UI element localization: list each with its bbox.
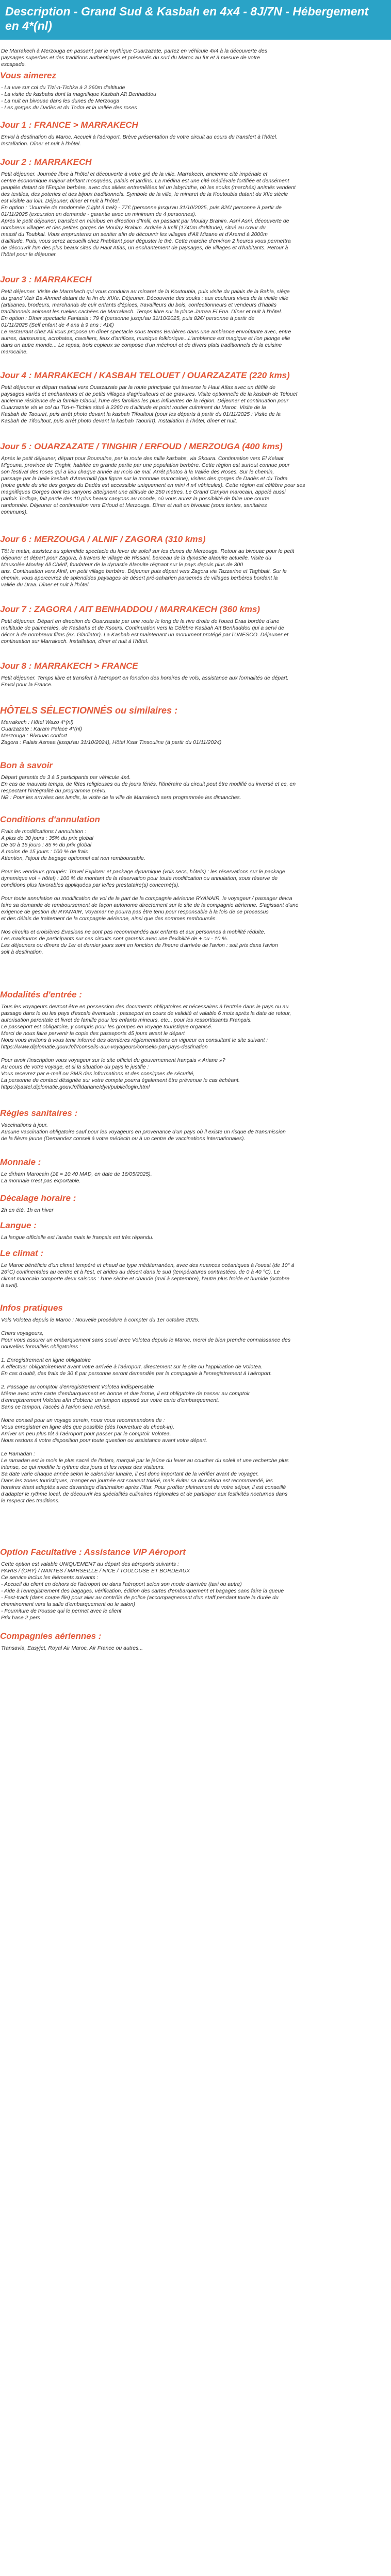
hotels-heading: HÔTELS SÉLECTIONNÉS ou similaires : [0,705,178,716]
day-line: Envol à destination du Maroc. Accueil à l'aéroport. Brève présentation de votre circuit au cours du transfert à l'hôtel. [1,134,278,140]
info-line: Prix base 2 pers [1,1615,40,1621]
day-line: son festival des roses qui a lieu chaque année au mois de mai. Arrêt photos à la Vallée des Roses. Sur le chemin, [1,469,274,475]
climate-heading: Le climat : [0,1248,44,1258]
info-line: 26°C) continentales au centre et à l'est, et arides au désert dans le sud (températures contrastées, de 0 à 40 °C). Le [1,1269,280,1275]
day-line: En option : "Journée de randonnée (Light à trek) - 77€ (personne jusqu'au 31/10/2025, puis 82€/ personne à partir de [1,205,282,211]
day-line: l'hôtel pour le déjeuner. [1,251,57,258]
info-line: La personne de contact désignée sur votre compte pourra également être prévenue le cas échéant. [1,1077,240,1083]
day-line: Mausolée Moulay Ali Chérif, fondateur de la dynastie Alaouite régnant sur le pays depuis plus de 300 [1,562,243,568]
info-line: La monnaie n'est pas exportable. [1,1178,81,1184]
airlines-section [0,1631,391,1652]
day-line: (artisanes, brodeurs, marchands de cuir enfants d'épices, travailleurs du bois, confectionneurs et vendeurs d'habits [1,302,276,308]
info-link[interactable]: https://pastel.diplomatie.gouv.fr/fildariane/dyn/public/login.html [1,1084,150,1090]
day-line: Installation. Dîner et nuit à l'hôtel. [1,141,81,147]
info-line: 2. Passage au comptoir d'enregistrement Volotea indispensable [1,1384,154,1390]
info-line: Chers voyageurs, [1,1330,44,1336]
day-line: Après le petit déjeuner, transfert en minibus en direction d'Imlil, en passant par Moulay Brahim. Asni Asni, découverte de [1,218,289,224]
info-line: Transavia, Easyjet, Royal Air Maroc, Air France ou autres... [1,1645,143,1651]
info-line: Le Maroc bénéficie d'un climat tempéré et chaud de type méditerranéen, avec des nuances océaniques à l'ouest (de 10° à [1,1262,295,1268]
info-line: respectant l'intégralité du programme prévu. [1,788,107,794]
day-line: paysages variés et enchanteurs et de petits villages d'agriculteurs et de gravures. Visite optionnelle de la kasbah de Telouet [1,391,298,397]
hotel-line: Merzouga : Bivouac confort [1,733,67,739]
info-line: à avril). [1,1282,19,1289]
language-section [0,1220,391,1241]
info-line: Vols Volotea depuis le Maroc : Nouvelle procédure à compter du 1er octobre 2025. [1,1317,200,1323]
day-line: décor à de nombreux films (ex. Gladiator). La Kasbah est maintenant un monument protégé par l'UNESCO. Déjeuner et [1,632,289,638]
hotel-line: Marrakech : Hôtel Wazo 4*(nl) [1,719,74,725]
practical-section [0,1302,391,1504]
day-line: Tôt le matin, assistez au splendide spectacle du lever de soleil sur les dunes de Merzouga. Retour au bivouac pour le petit [1,548,295,554]
info-line: À effectuer obligatoirement avant votre arrivée à l'aéroport, directement sur le site ou l'application de Volotea. [1,1364,263,1370]
day-line: ancienne résidence de la famille Glaoui, l'une des familles les plus influentes de la région. Déjeuner et continuation pour [1,398,289,404]
day-line: marocaine. [1,349,28,355]
info-line: faire sa demande de remboursement de façon autonome directement sur le site de la compagnie aérienne. S'agissant d'une [1,902,299,908]
day-line: autres, danseuses, acrobates, cavaliers, feux d'artifices, musique folklorique...L'ambiance est magique et l'on plonge elle [1,335,290,342]
intro-line: escapade. [1,61,26,67]
entry-heading: Modalités d'entrée : [0,990,82,999]
good-to-know-section [0,760,391,801]
info-line: Sans ce tampon, l'accès à l'avion sera refusé. [1,1404,111,1410]
sanitary-heading: Règles sanitaires : [0,1108,78,1118]
info-line: Le ramadan est le mois le plus sacré de l'Islam, marqué par le jeûne du lever au coucher du soleil et une recherche plus [1,1458,289,1464]
info-line: Nous vous invitons à vous tenir informé des dernières réglementations en vigueur en consultant le site suivant : [1,1037,268,1043]
info-line: Le passeport est obligatoire, y compris pour les groupes en voyage touristique organisé. [1,1024,213,1030]
day-line: Petit déjeuner. Temps libre et transfert à l'aéroport en fonction des horaires de vols, assistance aux formalités de départ. [1,675,289,681]
highlight-item: - La vue sur col du Tizi-n-Tichka à 2 260m d'altitude [1,84,125,91]
day-line: massif du Toubkal. Vous emprunterez un sentier afin de découvrir les villages d'Aït Mizane et d'Aremd à 2000m [1,231,268,238]
info-line: Cette option est valable UNIQUEMENT au départ des aéroports suivants : [1,1561,179,1567]
day-line: Après le petit déjeuner, départ pour Boumalne, par la route des mille kasbahs, via Skoura. Continuation vers El Kelaat [1,455,284,462]
info-line: A moins de 15 jours : 100 % de frais [1,849,88,855]
info-line: - Fourniture de trousse qui le permet avec le client [1,1608,122,1614]
info-line: passage dans le ou les pays d'escale éventuels : passeport en cours de validité et valable 6 mois après la date de retour, [1,1010,291,1016]
day-8-section [0,660,391,688]
day-line: est visible au loin. Déjeuner, dîner et nuit à l'hôtel. [1,198,120,204]
info-line: Arriver un peu plus tôt à l'aéroport pour passer par le comptoir Volotea. [1,1431,171,1437]
hotels-section [0,705,391,746]
info-line: Les déjeuners ou dîners du 1er et dernier jours sont en fonction de l'heure d'arrivée de l'avion : soit pris dans l'avion [1,942,278,948]
day-line: d'altitude. Puis, vous serez accueilli chez l'habitant pour déguster le thé. Cette marche d'environ 2 heures vous permettra [1,238,291,244]
timezone-section [0,1193,391,1214]
day-line: communs). [1,509,28,515]
day-4-section [0,370,391,425]
info-line: La langue officielle est l'arabe mais le français est très répandu. [1,1234,154,1241]
day-line: parfois Todhga, fait partie des 10 plus beaux canyons au monde, où vous aurez la possibilité de faire une courte [1,496,270,502]
timezone-heading: Décalage horaire : [0,1193,76,1203]
info-line: exigence de gestion du RYANAIR, Voyamar ne pourra pas être tenu pour responsable à la fois de ce processus [1,909,269,915]
info-link[interactable]: https://www.diplomatie.gouv.fr/fr/conseils-aux-voyageurs/conseils-par-pays-destination [1,1044,208,1050]
day-line: M'gouna, province de Tinghir, habitée en grande partie par une population berbère. Cette région est surtout connue pour [1,462,290,468]
day-line: continuation sur Marrakech. Installation, dîner et nuit à l'hôtel. [1,638,149,645]
day-line: magnifiques Gorges dont les canyons atteignent une altitude de 250 mètres. Le Grand Canyon marocain, appelé aussi [1,489,286,495]
info-line: Aucune vaccination obligatoire sauf pour les voyageurs en provenance d'un pays où il existe un risque de transmission [1,1129,286,1135]
day-line: Petit déjeuner. Journée libre à l'hôtel et découverte à votre gré de la ville. Marrakech, ancienne cité impériale et [1,171,268,177]
day-line: dans un autre monde... Le repas, trois copieux se compose d'un méchoui et de divers plats traditionnels de la cuisine [1,342,282,348]
info-line: de la fièvre jaune (Demandez conseil à votre médecin ou à un centre de vaccinations internationales). [1,1136,246,1142]
highlight-item: - La nuit en bivouac dans les dunes de Merzouga [1,98,120,104]
info-line: Vous recevrez par e-mail ou SMS des informations et des consignes de sécurité, [1,1071,195,1077]
day-heading: Jour 6 : MERZOUGA / ALNIF / ZAGORA (310 kms) [0,534,206,544]
info-line: Vaccinations à jour. [1,1122,48,1128]
info-line: En cas d'oubli, des frais de 30 € par personne seront demandés par la compagnie à l'enregistrement à l'aéroport. [1,1370,272,1377]
day-heading: Jour 5 : OUARZAZATE / TINGHIR / ERFOUD / MERZOUGA (400 kms) [0,442,283,451]
cancellation-section [0,814,391,956]
info-line: Notre conseil pour un voyage serein, nous vous recommandons de : [1,1417,165,1423]
highlights-section [0,70,391,111]
day-heading: Jour 7 : ZAGORA / AIT BENHADDOU / MARRAKECH (360 kms) [0,604,260,614]
info-line: dynamique vol + hôtel) : 100 % de montant de la réservation pour toute modification ou annulation, sous réserve de [1,875,278,882]
day-line: du grand Vizir Ba Ahmed datant de la fin du XIXe. Déjeuner. Découverte des souks : aux couleurs vives de la vieille ville [1,295,289,301]
info-line: d'enregistrement Volotea afin d'obtenir un tampon apposé sur votre carte d'embarquement. [1,1397,219,1403]
info-line: Pour les vendeurs groupés: Travel Explorer et package dynamique (vols secs, hôtels) : les réservations sur le package [1,869,285,875]
info-line: Le Ramadan : [1,1451,35,1457]
day-1-section [0,120,391,147]
day-line: des textiles, des poteries et des bijoux traditionnels. Symbole de la ville, le minaret de la Koutoubia datant du XIIe siècle [1,191,288,197]
info-line: - Fast-track (dans coupe file) pour aller au contrôle de police (accompagnement d'un staff pendant toute la durée du [1,1595,279,1601]
info-line: intense, ce qui modifie le rythme des jours et les repas des visiteurs. [1,1464,165,1470]
info-line: Les maximums de participants sur ces circuits sont garantis avec une flexibilité de + ou - 10 %. [1,936,229,942]
info-line: soit à destination. [1,949,43,955]
info-line: Merci de nous faire parvenir la copie des passeports 45 jours avant le départ [1,1030,185,1037]
info-line: climat marocain comporte deux saisons : l'une sèche et chaude (mai à septembre), l'autre plus froide et humide (octobre [1,1276,290,1282]
vip-option-section [0,1547,391,1621]
info-line: nouvelles formalités obligatoires : [1,1344,82,1350]
cancellation-heading: Conditions d'annulation [0,815,100,824]
day-line: (notre guide du site des gorges du Dadès est accessible uniquement en mini 4 x4 véhicules). Cette région est célèbre pour ses [1,482,305,488]
info-line: 1. Enregistrement en ligne obligatoire [1,1357,91,1363]
day-3-section [0,274,391,355]
climate-section [0,1248,391,1289]
info-line: En cas de mauvais temps, de fêtes religieuses ou de jours fériés, l'itinéraire du circuit peut être modifié ou inversé et ce, en [1,781,296,787]
info-line: De 30 à 15 jours : 85 % du prix global [1,842,92,848]
info-line: Attention, l'ajout de bagage optionnel est non remboursable. [1,855,145,861]
day-2-section [0,157,391,258]
day-line: Petit déjeuner et départ matinal vers Ouarzazate par la route principale qui traverse le Haut Atlas avec un défilé de [1,384,275,391]
day-6-section [0,534,391,588]
info-line: Nos circuits et croisières Évasions ne sont pas recommandés aux enfants et aux personnes à mobilité réduite. [1,929,266,935]
intro-section [0,48,391,68]
day-heading: Jour 8 : MARRAKECH > FRANCE [0,661,138,671]
hotel-line: Ouarzazate : Karam Palace 4*(nl) [1,726,82,732]
info-line: Nous restons à votre disposition pour toute question ou assistance avant votre départ. [1,1437,207,1444]
info-line: Pour toute annulation ou modification de vol de la part de la compagnie aérienne RYANAIR, le voyageur / passager devra [1,895,292,902]
day-line: ans. Continuation vers Alnif, un petit village berbère. Déjeuner puis départ vers Zagora via Tazzarine et Taghbalt. Sur le [1,568,287,574]
info-line: Départ garantis de 3 à 5 participants par véhicule 4x4. [1,774,131,781]
day-line: Le restaurant chez Ali vous propose un dîner spectacle sous tentes Berbères dans une ambiance envoûtante avec, entre [1,329,291,335]
airlines-heading: Compagnies aériennes : [0,1631,102,1641]
info-line: horaires étant adaptés avec davantage d'animation après l'iftar. Pour profiter pleinement de votre séjour, il est conseillé [1,1484,286,1490]
language-heading: Langue : [0,1221,37,1230]
day-line: chemin, vous apercevrez de splendides paysages de désert pré-saharien parsemés de villages berbères bordant la [1,575,278,581]
info-line: - Accueil du client en dehors de l'aéroport ou dans l'aéroport selon son mode d'arrivée (taxi ou autre) [1,1581,242,1587]
day-line: 01/11/2025 (excursion en demande - garantie avec un minimum de 4 personnes). [1,211,197,217]
info-line: A plus de 30 jours : 35% du prix global [1,835,93,841]
day-line: nombreux villages et des petites gorges de Moulay Brahim. Arrivée à Imlil (1740m d'altitude), situé au cœur du [1,225,266,231]
highlight-item: - La visite de kasbahs dont la magnifique Kasbah Aït Benhaddou [1,91,156,97]
day-heading: Jour 2 : MARRAKECH [0,157,92,167]
page-title: Description - Grand Sud & Kasbah en 4x4 - 8J/7N - Hébergement en 4*(nl) [5,5,369,32]
title-banner [0,0,391,40]
intro-line: De Marrakech à Merzouga en passant par le mythique Ouarzazate, partez en véhicule 4x4 à la découverte des [1,48,267,54]
day-line: traditionnels animent les ruelles cachées de Marrakech. Temps libre sur la place Jamaa El Fna. Dîner et nuit à l'hôtel. [1,309,282,315]
info-line: NB : Pour les arrivées des lundis, la visite de la ville de Marrakech sera programmée les dimanches. [1,794,241,801]
day-line: peuplée datant de l'Empire berbère, avec des allées entremêlées tel un labyrinthe, où les souks (marchés) animés vendent [1,184,296,191]
info-line: Sa date varie chaque année selon le calendrier lunaire, il est donc important de la vérifier avant de voyager. [1,1471,259,1477]
day-line: Petit déjeuner. Départ en direction de Ouarzazate par une route le long de la rive droite de l'oued Draa bordée d'une [1,618,280,624]
day-line: multitude de palmeraies, de Kasbahs et de Ksours. Continuation vers la Célèbre Kasbah Aït Benhaddou qui a servi de [1,625,284,631]
day-line: Kasbah de Tifoultout, puis arrêt photo devant la kasbah Taourirt). Installation à l'hôtel, dîner et nuit. [1,418,237,424]
practical-heading: Infos pratiques [0,1303,63,1313]
day-line: déjeuner et départ pour Zagora, à travers le village de Rissani, berceau de la dynastie alaouite actuelle. Visite du [1,555,271,561]
info-line: Ce service inclus les éléments suivants : [1,1574,99,1581]
sanitary-section [0,1108,391,1142]
info-line: - Aide à l'enregistrement des bagages, vérification, édition des cartes d'embarquement et bagages sans faire la queue [1,1588,284,1594]
money-section [0,1157,391,1184]
day-line: 01/11/2025 (Self enfant de 4 ans à 9 ans : 41€) [1,322,114,328]
vip-option-heading: Option Facultative : Assistance VIP Aéroport [0,1547,186,1557]
info-line: 2h en été, 1h en hiver [1,1207,54,1213]
info-line: Vous enregistrer en ligne dès que possible (dès l'ouverture du check-in). [1,1424,175,1430]
day-line: Envol pour la France. [1,682,53,688]
hotel-line: Zagora : Palais Asmaa (jusqu'au 31/10/2024), Hôtel Ksar Tinsouline (à partir du 01/11/2024) [1,739,222,745]
info-line: cheminement vers la salle d'embarquement ou le salon) [1,1601,135,1607]
day-line: de découvrir l'un des plus beaux sites du Haut Atlas, un enchantement de paysages, de villages et d'habitants. Retour à [1,245,288,251]
day-line: randonnée. Déjeuner et continuation vers Erfoud et Merzouga. Dîner et nuit en bivouac (sous tentes, sanitaires [1,502,267,509]
info-line: Pour vous assurer un embarquement sans souci avec Volotea depuis le Maroc, merci de bien prendre connaissance des [1,1337,291,1343]
day-heading: Jour 1 : FRANCE > MARRAKECH [0,120,138,130]
day-line: En option : Dîner spectacle Fantasia : 79 € (personne jusqu'au 31/10/2025, puis 82€/ personne à partir de [1,315,255,321]
day-line: centre économique majeur abritant mosquées, palais et jardins. La médina est une cité médiévale fortifiée et densément [1,178,289,184]
day-line: Ouarzazate via le col du Tizi-n-Tichka situé à 2260 m d'altitude et point routier culminant du Maroc. Visite de la [1,404,266,411]
day-heading: Jour 4 : MARRAKECH / KASBAH TELOUET / OUARZAZATE (220 kms) [0,370,290,380]
entry-section [0,989,391,1091]
info-line: le respect des traditions. [1,1498,60,1504]
info-line: Le dirham Marocain (1€ = 10.40 MAD, en date de 16/05/2025). [1,1171,152,1177]
info-line: et des délais de traitement de la compagnie aérienne, ainsi que des sommes remboursés. [1,916,217,922]
day-7-section [0,604,391,645]
highlights-heading: Vous aimerez [0,71,56,80]
day-line: Petit déjeuner. Visite de Marrakech qui vous conduira au minaret de la Koutoubia, puis visite du palais de la Bahia, siège [1,289,290,295]
money-heading: Monnaie : [0,1157,41,1167]
day-5-section [0,441,391,516]
info-line: Frais de modifications / annulation : [1,828,87,835]
day-line: Kasbah de Taourirt, puis arrêt photo devant la kasbah Tifoultout (pour les départs à partir du 01/11/2025 : Visite de la [1,411,281,417]
info-line: autorisation parentale et livret de famille pour les enfants mineurs, etc... pour les ressortissants Français. [1,1017,252,1023]
day-line: vallée du Draa. Dîner et nuit à l'hôtel. [1,582,90,588]
info-line: Dans les zones touristiques, manger en journée est souvent toléré, mais éviter sa discrétion est recommandé, les [1,1478,273,1484]
info-line: Au cours de votre voyage, et si la situation du pays le justifie : [1,1064,149,1070]
info-line: conditions plus favorables appliquées par le/les prestataire(s) concerné(s). [1,882,180,888]
intro-line: paysages superbes et des traditions authentiques et préservés du sud du Maroc au fur et à mesure de votre [1,55,260,61]
day-line: passage par la belle kasbah d'Amerhidil (qui figure sur la monnaie marocaine), visites des gorges de Dadès et du Todra [1,476,288,482]
day-heading: Jour 3 : MARRAKECH [0,275,92,284]
good-to-know-heading: Bon à savoir [0,760,53,770]
info-line: Même avec votre carte d'embarquement en bonne et due forme, il est obligatoire de passer au comptoir [1,1391,250,1397]
info-line: Tous les voyageurs devront être en possession des documents obligatoires et nécessaires à l'entrée dans le pays ou au [1,1004,289,1010]
info-line: PARIS / (ORY) / NANTES / MARSEILLE / NICE / TOULOUSE ET BORDEAUX [1,1568,190,1574]
highlight-item: - Les gorges du Dadès et du Todra et la vallée des roses [1,105,137,111]
info-line: Pour avoir l'inscription vous voyageur sur le site officiel du gouvernement français « Ariane »? [1,1057,225,1063]
info-line: d'adapter le rythme local, de découvrir les spécialités culinaires régionales et de participer aux festivités nocturnes dans [1,1491,288,1497]
